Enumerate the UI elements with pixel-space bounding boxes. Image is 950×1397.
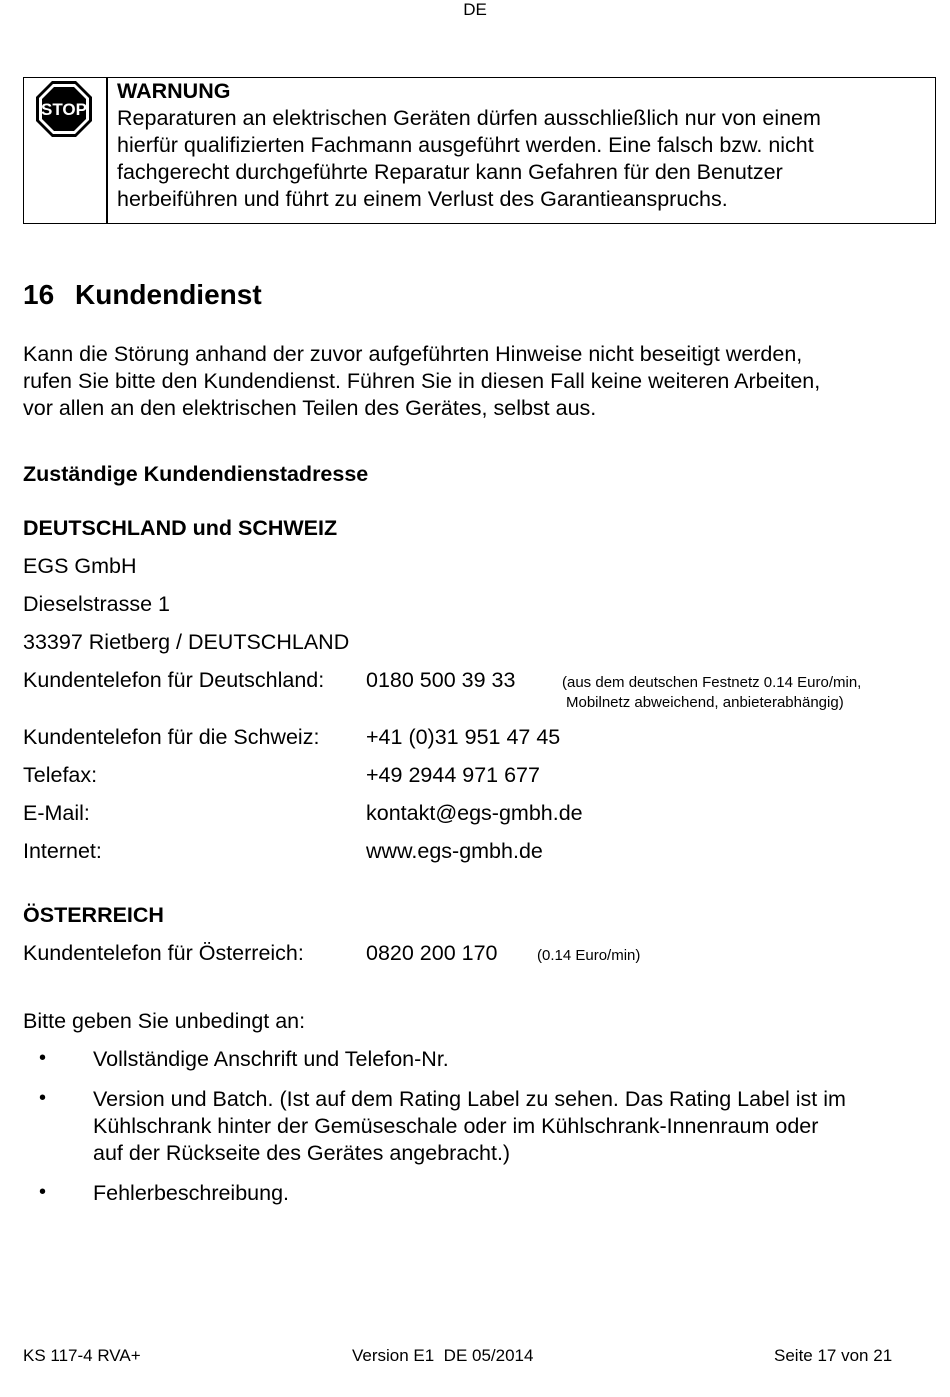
footer-model: KS 117-4 RVA+ (23, 1346, 141, 1365)
phone-ch-label: Kundentelefon für die Schweiz: (23, 725, 320, 749)
web-link[interactable]: www.egs-gmbh.de (366, 839, 543, 863)
warning-title: WARNUNG (117, 79, 231, 103)
bullet-icon: • (39, 1181, 47, 1203)
intro-paragraph (23, 341, 820, 422)
company-name: EGS GmbH (23, 554, 137, 578)
list-item-text: Fehlerbeschreibung. (93, 1181, 290, 1205)
section-number: 16 (23, 279, 55, 310)
footer-version: Version E1 DE 05/2014 (352, 1346, 534, 1365)
section-heading (23, 278, 262, 312)
at-heading: ÖSTERREICH (23, 903, 164, 927)
svg-text:STOP: STOP (41, 100, 87, 119)
email-link[interactable]: kontakt@egs-gmbh.de (366, 801, 583, 825)
bullet-icon: • (39, 1047, 47, 1069)
stop-sign-icon (33, 78, 95, 140)
email-label: E-Mail: (23, 801, 90, 825)
address-heading: Zuständige Kundendienstadresse (23, 462, 369, 486)
footer-page-number: Seite 17 von 21 (774, 1346, 893, 1365)
section-title: Kundendienst (75, 279, 262, 310)
page-language-header: DE (463, 0, 487, 19)
web-label: Internet: (23, 839, 102, 863)
intro-line: rufen Sie bitte den Kundendienst. Führen Sie in diesen Fall keine weiteren Arbeiten, (23, 369, 821, 393)
warning-text (117, 78, 821, 213)
intro-line: vor allen an den elektrischen Teilen des Gerätes, selbst aus. (23, 396, 597, 420)
phone-de-value: 0180 500 39 33 (366, 668, 516, 692)
list-item-text: Version und Batch. (Ist auf dem Rating Label zu sehen. Das Rating Label ist im Kühlschrank hinter der Gemüseschale oder im Kühlschrank-Innenraum oder auf der Rückseite des Gerätes angebracht.) (93, 1087, 846, 1165)
warning-divider (106, 78, 108, 223)
warning-body-line: fachgerecht durchgeführte Reparatur kann Gefahren für den Benutzer (117, 160, 783, 184)
phone-de-note: Mobilnetz abweichend, anbieterabhängig) (566, 694, 844, 711)
fax-value: +49 2944 971 677 (366, 763, 540, 787)
de-ch-heading: DEUTSCHLAND und SCHWEIZ (23, 516, 338, 540)
intro-line: Kann die Störung anhand der zuvor aufgeführten Hinweise nicht beseitigt werden, (23, 342, 803, 366)
phone-at-value: 0820 200 170 (366, 941, 498, 965)
fax-label: Telefax: (23, 763, 98, 787)
city-address: 33397 Rietberg / DEUTSCHLAND (23, 630, 350, 654)
warning-body-line: herbeiführen und führt zu einem Verlust des Garantieanspruchs. (117, 187, 728, 211)
phone-de-label: Kundentelefon für Deutschland: (23, 668, 325, 692)
phone-ch-value: +41 (0)31 951 47 45 (366, 725, 561, 749)
bullet-icon: • (39, 1087, 47, 1109)
phone-at-note: (0.14 Euro/min) (537, 947, 641, 964)
street-address: Dieselstrasse 1 (23, 592, 170, 616)
warning-body-line: Reparaturen an elektrischen Geräten dürfen ausschließlich nur von einem (117, 106, 821, 130)
list-item-text: Vollständige Anschrift und Telefon-Nr. (93, 1047, 449, 1071)
phone-de-note: (aus dem deutschen Festnetz 0.14 Euro/min, (562, 674, 862, 691)
request-intro: Bitte geben Sie unbedingt an: (23, 1009, 306, 1033)
warning-box (23, 77, 936, 224)
warning-body-line: hierfür qualifizierten Fachmann ausgeführt werden. Eine falsch bzw. nicht (117, 133, 814, 157)
phone-at-label: Kundentelefon für Österreich: (23, 941, 304, 965)
